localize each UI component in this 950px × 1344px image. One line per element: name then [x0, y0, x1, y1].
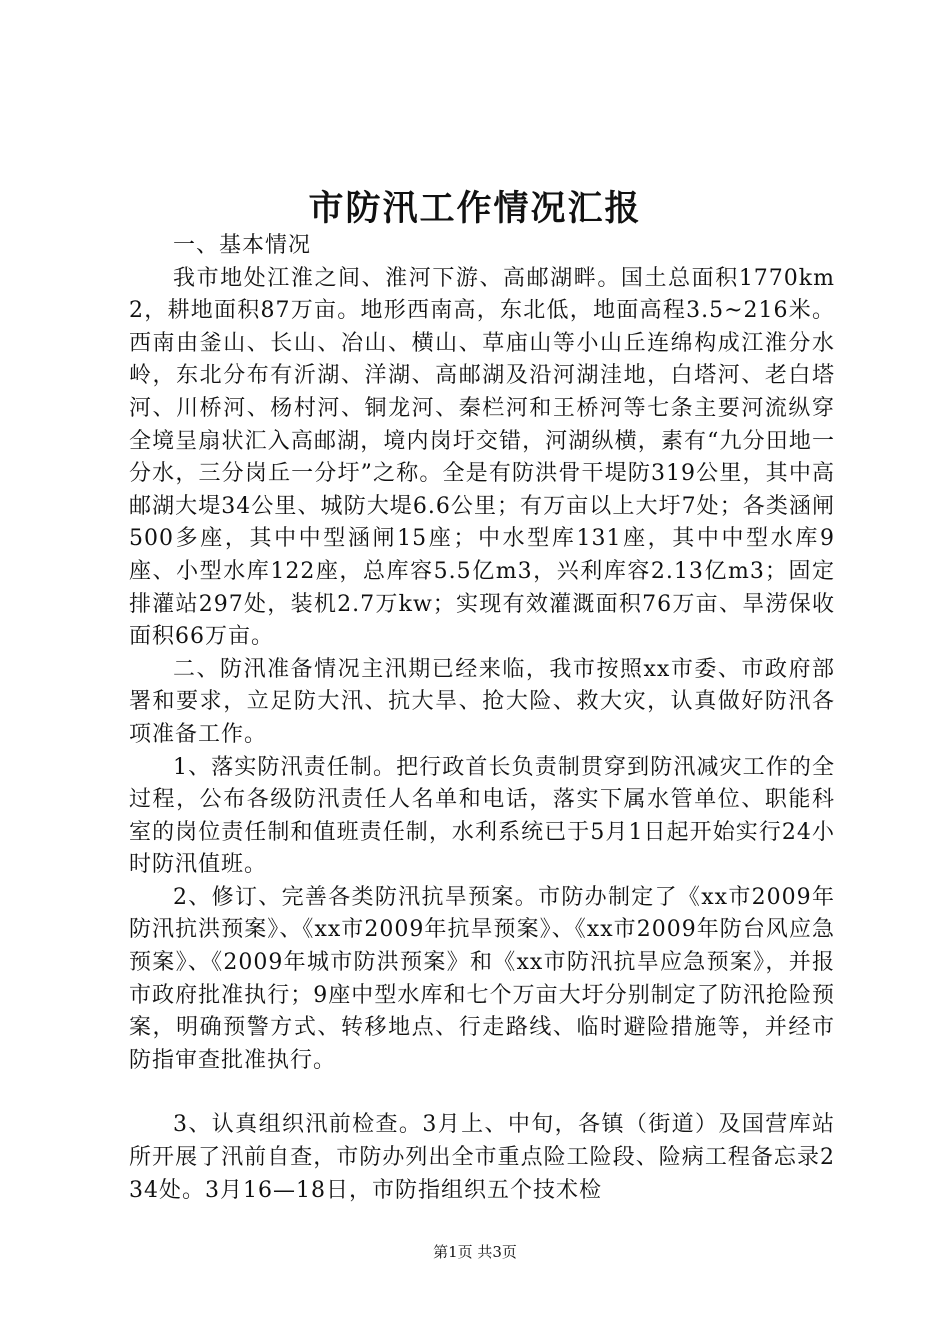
document-title: 市防汛工作情况汇报 — [308, 189, 642, 229]
paragraph-emergency-plans: 2、修订、完善各类防汛抗旱预案。市防办制定了《xx市2009年防汛抗洪预案》、《xx市2009年抗旱预案》、《xx市2009年防台风应急预案》、《2009年城市防洪预案》和《xx市防汛抗旱应急预案》，并报市政府批准执行；9座中型水库和七个万亩大圩分别制定了防汛抢险预案，明确预警方式、转移地点、行走路线、临时避险措施等，并经市防指审查批准执行。 — [129, 884, 835, 1073]
page-footer: 第1页 共3页 — [433, 1243, 517, 1261]
section-heading-basic-situation: 一、基本情况 — [173, 233, 312, 258]
paragraph-pre-flood-inspection: 3、认真组织汛前检查。3月上、中旬，各镇（街道）及国营库站所开展了汛前自查，市防办列出全市重点险工险段、险病工程备忘录234处。3月16—18日，市防指组织五个技术检 — [129, 1112, 835, 1203]
document-body — [129, 230, 835, 1207]
paragraph-flood-preparation: 二、防汛准备情况主汛期已经来临，我市按照xx市委、市政府部署和要求，立足防大汛、抗大旱、抢大险、救大灾，认真做好防汛各项准备工作。 — [129, 656, 835, 747]
paragraph-responsibility-system: 1、落实防汛责任制。把行政首长负责制贯穿到防汛减灾工作的全过程，公布各级防汛责任人名单和电话，落实下属水管单位、职能科室的岗位责任制和值班责任制，水利系统已于5月1日起开始实行24小时防汛值班。 — [129, 754, 835, 878]
paragraph-basic-situation: 我市地处江淮之间、淮河下游、高邮湖畔。国土总面积1770km2，耕地面积87万亩。地形西南高，东北低，地面高程3.5~216米。西南由釜山、长山、冶山、横山、草庙山等小山丘连绵构成江淮分水岭，东北分布有沂湖、洋湖、高邮湖及沿河湖洼地，白塔河、老白塔河、川桥河、杨村河、铜龙河、秦栏河和王桥河等七条主要河流纵穿全境呈扇状汇入高邮湖，境内岗圩交错，河湖纵横，素有“九分田地一分水，三分岗丘一分圩”之称。全是有防洪骨干堤防319公里，其中高邮湖大堤34公里、城防大堤6.6公里；有万亩以上大圩7处；各类涵闸500多座，其中中型涵闸15座；中水型库131座，其中中型水库9座、小型水库122座，总库容5.5亿m3，兴利库容2.13亿m3；固定排灌站297处，装机2.7万kw；实现有效灌溉面积76万亩、旱涝保收面积66万亩。 — [129, 265, 835, 650]
